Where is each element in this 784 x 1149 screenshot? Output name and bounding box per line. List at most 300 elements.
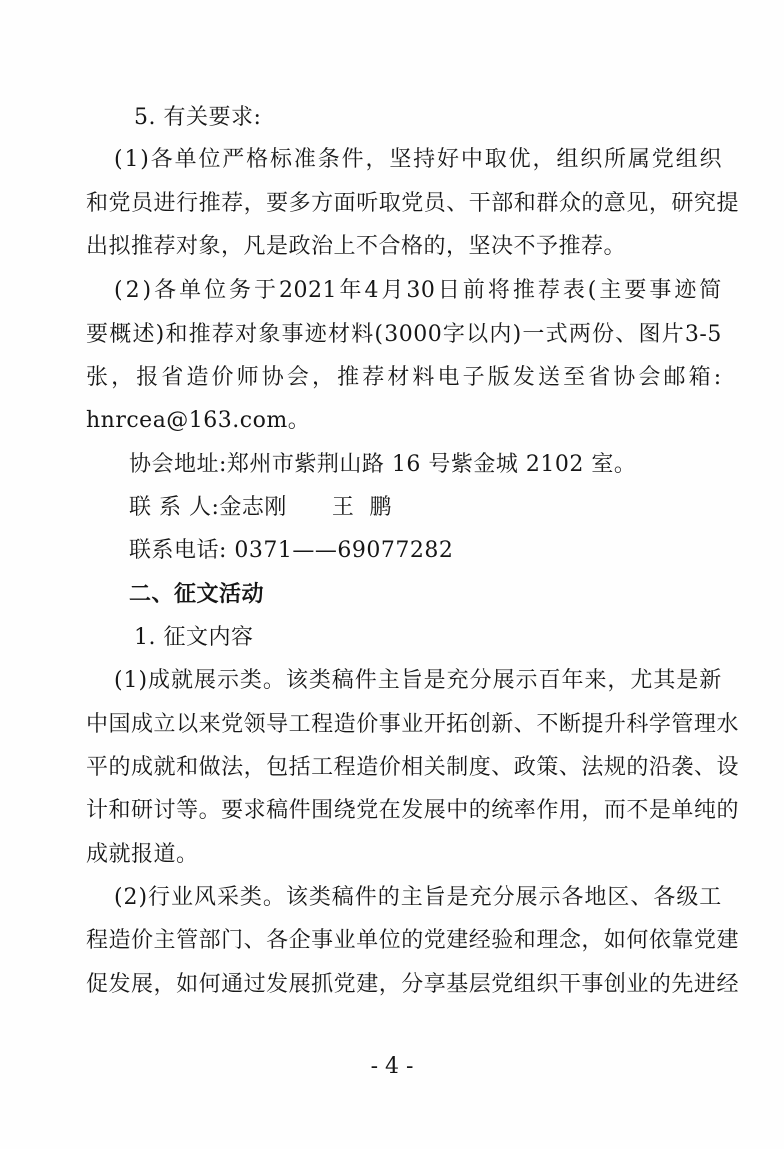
text-glyph: 的 [626, 755, 649, 780]
text-glyph: ( [374, 322, 384, 347]
text-glyph: 织 [536, 972, 559, 997]
text-line [86, 970, 739, 1000]
text-glyph: 展 [131, 972, 154, 997]
text-glyph: 建 [446, 928, 469, 953]
text-glyph: 组 [513, 972, 537, 997]
text-glyph: 省 [161, 365, 184, 390]
text-glyph: ( [114, 885, 124, 910]
text-glyph: 、 [630, 885, 653, 910]
text-glyph: 不 [626, 798, 649, 823]
text-glyph: 织 [580, 147, 603, 172]
text-glyph: 层 [468, 972, 492, 997]
text-glyph: 建 [356, 972, 379, 997]
text-glyph: 程 [311, 712, 334, 737]
text-glyph: ) [138, 668, 148, 693]
text-glyph: 标 [270, 147, 293, 172]
text-glyph: 展 [515, 885, 539, 910]
text-glyph: 行 [148, 885, 171, 910]
text-glyph: 准 [293, 147, 317, 172]
text-glyph: 讨 [153, 798, 177, 823]
text-glyph: 、 [558, 755, 582, 780]
text-glyph: 发 [401, 798, 424, 823]
text-glyph: 、 [446, 191, 469, 216]
text-glyph: 通 [221, 972, 244, 997]
text-glyph: 分 [401, 972, 424, 997]
association-address: 协会地址:郑州市紫荆山路 16 号紫金城 2102 室。 [129, 452, 637, 477]
text-glyph: 示 [216, 668, 240, 693]
text-glyph: 管 [176, 928, 199, 953]
text-glyph: 的 [108, 755, 132, 780]
text-glyph: 师 [236, 365, 260, 390]
text-glyph: 造 [186, 365, 209, 390]
text-glyph: 拓 [446, 712, 469, 737]
text-glyph: 是 [446, 885, 470, 910]
text-glyph: 做 [198, 755, 222, 780]
text-glyph: 业 [626, 972, 649, 997]
text-glyph: ， [365, 147, 388, 172]
text-glyph: 党 [221, 712, 244, 737]
text-glyph: 造 [333, 712, 357, 737]
text-glyph: 2 [123, 885, 139, 910]
text-glyph: 协 [261, 365, 285, 390]
text-glyph: 料 [351, 322, 374, 347]
text-glyph: 送 [537, 365, 561, 390]
text-glyph: 发 [266, 972, 289, 997]
text-glyph: 和 [86, 191, 109, 216]
text-glyph: 立 [153, 712, 177, 737]
text-glyph: ， [581, 928, 604, 953]
text-glyph: 分 [492, 885, 516, 910]
text-glyph: 组 [556, 147, 579, 172]
text-glyph: 理 [536, 928, 559, 953]
text-glyph: 围 [311, 798, 334, 823]
text-glyph: 工 [311, 755, 334, 780]
text-glyph: 价 [378, 755, 402, 780]
text-line [86, 363, 722, 393]
text-line [114, 883, 722, 913]
text-glyph: 稿 [266, 798, 289, 823]
text-glyph: 。 [262, 668, 286, 693]
text-glyph: 经 [716, 972, 739, 997]
text-glyph: 断 [558, 712, 582, 737]
text-glyph: 提 [716, 191, 739, 216]
text-glyph: 规 [603, 755, 627, 780]
text-glyph: ， [378, 972, 402, 997]
text-line [86, 320, 722, 350]
text-glyph: 党 [491, 972, 514, 997]
text-glyph: 就 [153, 755, 177, 780]
text-glyph: 件 [288, 798, 312, 823]
text-glyph: 省 [588, 365, 611, 390]
text-glyph: 发 [512, 365, 536, 390]
text-glyph: 政 [513, 755, 537, 780]
text-glyph: 至 [563, 365, 586, 390]
text-glyph: 部 [491, 191, 514, 216]
text-glyph: 位 [378, 928, 402, 953]
text-glyph: 群 [536, 191, 559, 216]
text-glyph: 相 [401, 755, 424, 780]
text-glyph: 事 [311, 928, 334, 953]
text-glyph: ， [607, 668, 630, 693]
text-line [86, 926, 739, 956]
text-glyph: 和 [165, 322, 188, 347]
text-glyph: 提 [581, 712, 604, 737]
text-glyph: 迹 [674, 278, 697, 303]
text-glyph: 导 [266, 712, 289, 737]
text-glyph: 的 [377, 885, 401, 910]
text-glyph: 箱 [688, 365, 712, 390]
text-glyph: 各 [653, 885, 676, 910]
text-glyph: 的 [401, 928, 424, 953]
text-glyph: 该 [285, 668, 309, 693]
text-glyph: 示 [515, 668, 539, 693]
text-glyph: ) [140, 147, 150, 172]
text-glyph: 党 [693, 928, 717, 953]
text-glyph: 荐 [211, 322, 235, 347]
text-glyph: 抓 [311, 972, 334, 997]
text-glyph: 2021 [279, 278, 338, 303]
text-glyph: ， [153, 972, 177, 997]
text-glyph: 、 [243, 928, 267, 953]
text-glyph: 研 [671, 191, 694, 216]
text-line [114, 276, 722, 306]
text-glyph: 地 [584, 885, 607, 910]
text-glyph: 如 [176, 972, 199, 997]
text-glyph: 开 [423, 712, 447, 737]
text-glyph: 来 [584, 668, 607, 693]
text-glyph: 纯 [693, 798, 717, 823]
text-glyph: 述 [132, 322, 155, 347]
text-glyph: 求 [243, 798, 267, 823]
text-line: 5. 有关要求: [134, 105, 262, 130]
text-glyph: 何 [626, 928, 649, 953]
text-glyph: 2 [125, 278, 141, 303]
text-glyph: 见 [626, 191, 649, 216]
text-glyph: 迹 [304, 322, 328, 347]
text-glyph: 。 [198, 798, 222, 823]
text-glyph: 享 [423, 972, 447, 997]
text-glyph: 材 [387, 365, 410, 390]
text-glyph: 中 [460, 147, 484, 172]
text-glyph: 新 [491, 712, 514, 737]
text-glyph: 造 [356, 755, 379, 780]
text-glyph: 是 [648, 798, 672, 823]
text-glyph: 行 [176, 191, 199, 216]
text-glyph: 类 [239, 668, 263, 693]
text-glyph: ) [142, 278, 152, 303]
text-glyph: 过 [243, 972, 267, 997]
text-glyph: 报 [136, 365, 159, 390]
text-glyph: 单 [671, 798, 694, 823]
text-glyph: 推 [198, 191, 222, 216]
text-glyph: 研 [131, 798, 154, 823]
text-glyph: 度 [468, 755, 492, 780]
text-glyph: 业 [171, 885, 194, 910]
text-glyph: 设 [716, 755, 739, 780]
text-glyph: 级 [676, 885, 699, 910]
text-glyph: 年 [339, 278, 362, 303]
text-glyph: ， [648, 191, 672, 216]
text-glyph: ， [111, 365, 134, 390]
text-glyph: 版 [487, 365, 511, 390]
text-glyph: 字 [442, 322, 466, 347]
text-glyph: 理 [693, 712, 717, 737]
text-glyph: 主 [599, 278, 622, 303]
text-glyph: 意 [603, 191, 627, 216]
text-glyph: 领 [243, 712, 267, 737]
text-glyph: 员 [131, 191, 154, 216]
subsection-heading: 1. 征文内容 [134, 625, 254, 650]
text-glyph: 于 [254, 278, 277, 303]
text-glyph: 单 [179, 278, 202, 303]
text-glyph: 3-5 [684, 322, 722, 347]
text-line [86, 710, 739, 740]
text-glyph: 、 [513, 712, 537, 737]
text-glyph: 党 [423, 928, 447, 953]
text-glyph: 不 [536, 712, 559, 737]
text-glyph: 表 [562, 278, 586, 303]
text-glyph: ， [581, 798, 604, 823]
text-glyph: 日 [437, 278, 461, 303]
text-glyph: 和 [513, 928, 537, 953]
text-line [86, 189, 739, 219]
text-glyph: 采 [216, 885, 240, 910]
text-glyph: 进 [153, 191, 177, 216]
text-glyph: ， [243, 755, 267, 780]
text-glyph: 要 [221, 798, 244, 823]
text-glyph: 绕 [333, 798, 357, 823]
text-glyph: 各 [154, 278, 177, 303]
text-glyph: 水 [716, 712, 739, 737]
text-glyph: 。 [262, 885, 286, 910]
text-glyph: 稿 [331, 885, 355, 910]
text-glyph: 电 [437, 365, 461, 390]
text-glyph: 旨 [400, 668, 424, 693]
text-glyph: 严 [222, 147, 245, 172]
text-glyph: 、 [693, 755, 717, 780]
text-glyph: 件 [341, 147, 365, 172]
text-glyph: 经 [468, 928, 492, 953]
text-glyph: 对 [235, 322, 258, 347]
text-glyph: 推 [337, 365, 360, 390]
text-glyph: 创 [603, 972, 627, 997]
text-glyph: 促 [86, 972, 109, 997]
text-glyph: 基 [446, 972, 469, 997]
text-glyph: 众 [558, 191, 582, 216]
text-glyph: 干 [558, 972, 582, 997]
text-glyph: 子 [462, 365, 486, 390]
text-glyph: 百 [538, 668, 562, 693]
text-glyph: 用 [558, 798, 582, 823]
text-glyph: 发 [108, 972, 132, 997]
text-glyph: 管 [671, 712, 694, 737]
text-glyph: 组 [675, 147, 699, 172]
text-glyph: 升 [603, 712, 627, 737]
text-glyph: 等 [176, 798, 199, 823]
text-glyph: 简 [699, 278, 722, 303]
text-glyph: ( [587, 278, 597, 303]
text-glyph: 充 [469, 885, 493, 910]
text-glyph: 工 [288, 712, 312, 737]
text-glyph: 位 [204, 278, 227, 303]
text-glyph: 听 [356, 191, 379, 216]
text-glyph: 成 [131, 755, 154, 780]
text-glyph: 类 [239, 885, 263, 910]
text-glyph: 科 [626, 712, 649, 737]
text-glyph: 业 [333, 928, 357, 953]
text-glyph: 价 [211, 365, 235, 390]
text-line [114, 666, 722, 696]
text-glyph: 的 [468, 798, 492, 823]
text-glyph: 企 [288, 928, 312, 953]
text-glyph: 会 [286, 365, 310, 390]
text-glyph: 法 [221, 755, 244, 780]
text-glyph: ( [114, 147, 124, 172]
text-glyph: 依 [648, 928, 672, 953]
text-glyph: 材 [327, 322, 351, 347]
text-glyph: 料 [412, 365, 435, 390]
text-glyph: 中 [86, 712, 109, 737]
text-glyph: 类 [308, 668, 332, 693]
text-glyph: 两 [568, 322, 592, 347]
text-glyph: 平 [86, 755, 109, 780]
text-glyph: 单 [356, 928, 379, 953]
text-glyph: 以 [466, 322, 489, 347]
text-glyph: 会 [638, 365, 661, 390]
text-glyph: : [713, 365, 722, 390]
text-glyph: 务 [229, 278, 252, 303]
text-glyph: 将 [487, 278, 511, 303]
text-glyph: 成 [131, 712, 154, 737]
text-glyph: 好 [437, 147, 460, 172]
text-glyph: 创 [468, 712, 492, 737]
text-glyph: 程 [86, 928, 109, 953]
text-glyph: 和 [108, 798, 132, 823]
text-glyph: 是 [676, 668, 699, 693]
text-glyph: 作 [536, 798, 559, 823]
text-glyph: 部 [198, 928, 222, 953]
text-glyph: 展 [288, 972, 312, 997]
text-glyph: 和 [176, 755, 199, 780]
text-glyph: 业 [401, 712, 424, 737]
text-glyph: ( [114, 668, 124, 693]
text-glyph: 位 [198, 147, 221, 172]
text-glyph: 该 [285, 885, 309, 910]
text-line: 成就报道。 [86, 842, 199, 867]
text-glyph: 价 [356, 712, 379, 737]
text-glyph: 荐 [362, 365, 385, 390]
text-glyph: 法 [581, 755, 604, 780]
text-glyph: 充 [446, 668, 470, 693]
text-glyph: 格 [246, 147, 269, 172]
text-glyph: 展 [423, 798, 447, 823]
text-glyph: 分 [469, 668, 493, 693]
text-glyph: 尤 [630, 668, 653, 693]
text-glyph: 面 [333, 191, 357, 216]
text-line: 出拟推荐对象，凡是政治上不合格的，坚决不予推荐。 [86, 234, 627, 259]
text-glyph: 成 [148, 668, 171, 693]
text-glyph: 多 [288, 191, 312, 216]
text-glyph: 事 [281, 322, 305, 347]
text-glyph: 率 [513, 798, 537, 823]
text-glyph: ， [311, 365, 335, 390]
text-glyph: 展 [193, 668, 217, 693]
text-glyph: 靠 [671, 928, 694, 953]
text-glyph: 主 [400, 885, 424, 910]
text-glyph: 究 [693, 191, 717, 216]
text-glyph: 就 [171, 668, 194, 693]
text-glyph: 括 [288, 755, 312, 780]
text-glyph: 所 [604, 147, 627, 172]
text-glyph: 条 [317, 147, 341, 172]
text-glyph: 事 [378, 712, 402, 737]
text-glyph: ) [138, 885, 148, 910]
text-glyph: 稿 [331, 668, 355, 693]
text-glyph: 方 [311, 191, 334, 216]
text-glyph: 4 [364, 278, 379, 303]
text-glyph: 推 [512, 278, 536, 303]
email-address: hnrcea@163.com。 [86, 408, 311, 433]
text-glyph: 图 [638, 322, 661, 347]
text-glyph: 党 [108, 191, 132, 216]
text-glyph: 来 [198, 712, 222, 737]
text-glyph: 事 [581, 972, 604, 997]
contact-person: 联 系 人:金志刚 王 鹏 [129, 495, 392, 520]
text-glyph: 事 [649, 278, 672, 303]
text-glyph: 袭 [671, 755, 694, 780]
text-glyph: 取 [378, 191, 402, 216]
text-glyph: 而 [603, 798, 627, 823]
text-glyph: 和 [513, 191, 537, 216]
text-line [86, 796, 739, 826]
text-glyph: 包 [266, 755, 289, 780]
text-glyph: 持 [413, 147, 436, 172]
text-glyph: ) [155, 322, 165, 347]
text-glyph: 各 [266, 928, 289, 953]
text-glyph: 党 [401, 191, 424, 216]
text-glyph: 要 [624, 278, 647, 303]
text-glyph: 建 [716, 928, 739, 953]
text-glyph: 沿 [648, 755, 672, 780]
text-glyph: 邮 [663, 365, 687, 390]
page-number: - 4 - [370, 1054, 414, 1079]
text-glyph: 国 [108, 712, 132, 737]
text-glyph: 程 [333, 755, 357, 780]
text-glyph: 制 [446, 755, 469, 780]
text-glyph: 类 [308, 885, 332, 910]
text-glyph: 干 [468, 191, 492, 216]
text-glyph: 验 [491, 928, 514, 953]
text-glyph: 区 [607, 885, 630, 910]
text-glyph: 概 [109, 322, 132, 347]
text-glyph: 念 [558, 928, 582, 953]
text-glyph: ， [243, 191, 267, 216]
text-glyph: 1 [123, 668, 139, 693]
text-glyph: 价 [131, 928, 154, 953]
text-glyph: 在 [378, 798, 402, 823]
text-glyph: 主 [377, 668, 401, 693]
text-glyph: 各 [150, 147, 174, 172]
text-glyph: 份 [592, 322, 615, 347]
text-glyph: 的 [581, 191, 604, 216]
text-glyph: 何 [198, 972, 222, 997]
text-glyph: 1 [124, 147, 139, 172]
text-glyph: 单 [174, 147, 198, 172]
section-heading: 二、征文活动 [129, 582, 265, 607]
text-glyph: 要 [86, 322, 109, 347]
text-glyph: 织 [699, 147, 722, 172]
text-glyph: 其 [653, 668, 676, 693]
